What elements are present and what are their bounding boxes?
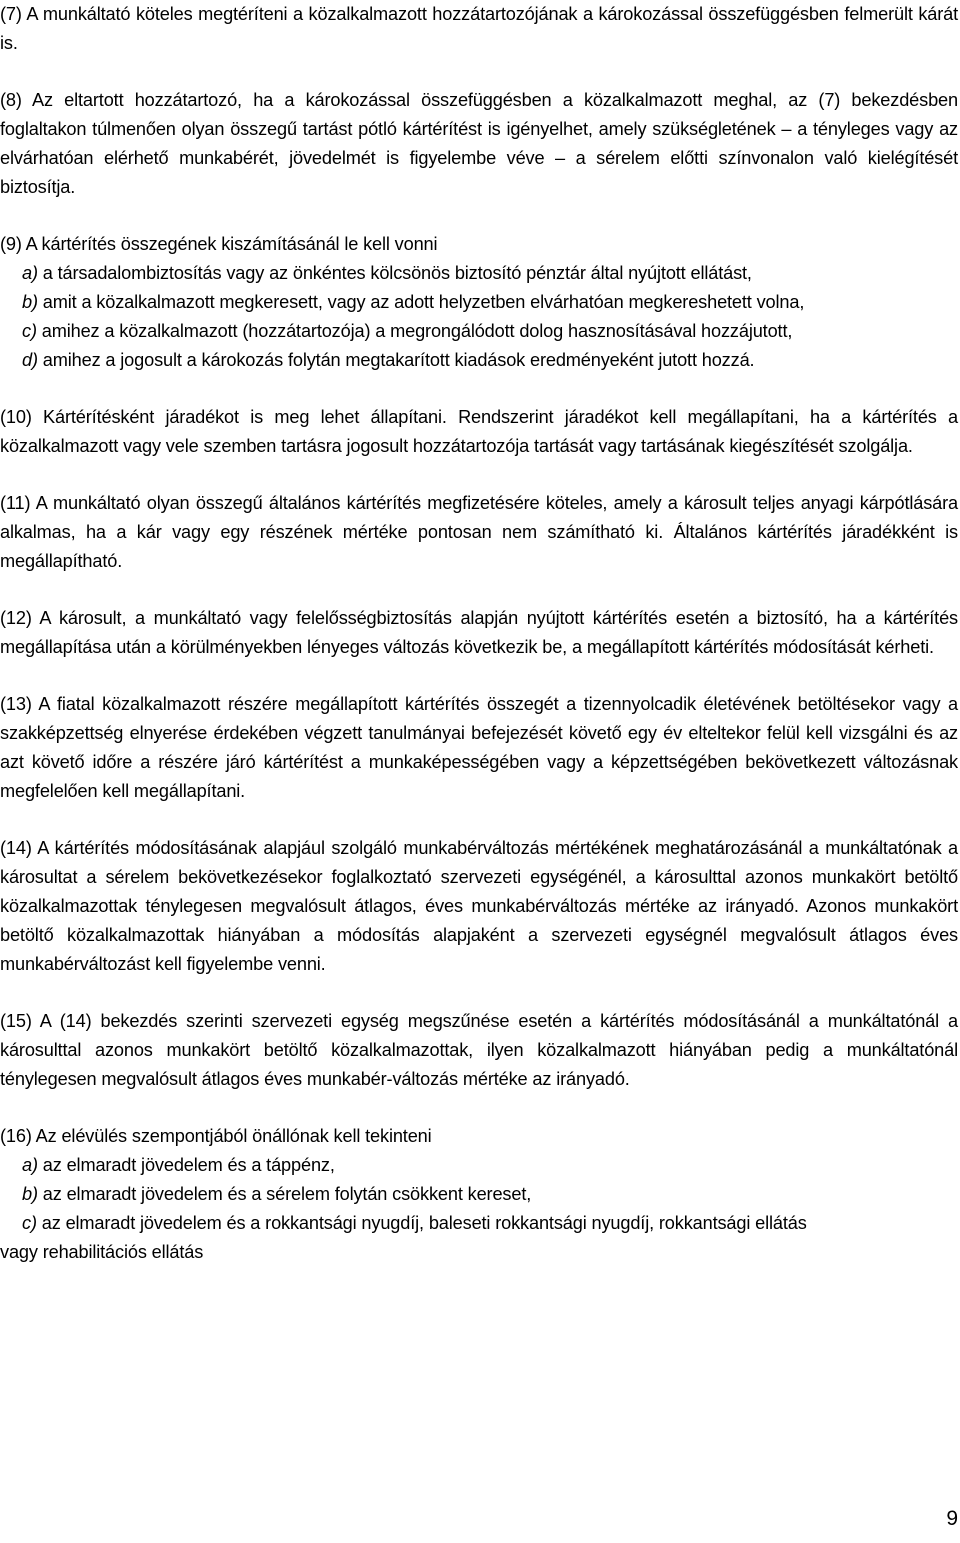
- list-item-letter: a): [22, 263, 38, 283]
- list-item-16c: [0, 1209, 958, 1238]
- list-item-letter: b): [22, 1184, 38, 1204]
- list-item-letter: b): [22, 292, 38, 312]
- paragraph-11: (11) A munkáltató olyan összegű általános kártérítés megfizetésére köteles, amely a károsult teljes anyagi kárpótlására alkalmas, ha a kár vagy egy részének mértéke pontosan nem számítható ki. Általános kártérítés járadékként is megállapítható.: [0, 493, 958, 571]
- paragraph-gap: [0, 461, 958, 489]
- list-item-9d: [0, 346, 958, 375]
- list-item-text: amit a közalkalmazott megkeresett, vagy az adott helyzetben elvárhatóan megkereshetett volna,: [37, 292, 805, 312]
- list-item-text: az elmaradt jövedelem és a rokkantsági nyugdíj, baleseti rokkantsági nyugdíj, rokkantsági ellátás: [36, 1213, 807, 1233]
- list-item-text: amihez a közalkalmazott (hozzátartozója) a megrongálódott dolog hasznosításával hozzájutott,: [36, 321, 793, 341]
- paragraph-gap: [0, 806, 958, 834]
- list-item-16a: [0, 1151, 958, 1180]
- list-item-16b: [0, 1180, 958, 1209]
- paragraph-7: (7) A munkáltató köteles megtéríteni a közalkalmazott hozzátartozójának a károkozással összefüggésben felmerült kárát is.: [0, 4, 958, 53]
- paragraph-13: (13) A fiatal közalkalmazott részére megállapított kártérítés összegét a tizennyolcadik életévének betöltésekor vagy a szakképzettség elnyerése érdekében végzett tanulmányai befejezését követő egy év elteltekor felül kell vizsgálni és az azt követő időre a részére járó kártérítést a munkaképességében vagy a képzettségében bekövetkezett változásnak megfelelően kell megállapítani.: [0, 694, 958, 801]
- list-item-text: a társadalombiztosítás vagy az önkéntes kölcsönös biztosító pénztár által nyújtott ellátást,: [37, 263, 752, 283]
- paragraph-gap: [0, 58, 958, 86]
- paragraph-gap: [0, 576, 958, 604]
- list-item-text: amihez a jogosult a károkozás folytán megtakarított kiadások eredményeként jutott hozzá.: [37, 350, 755, 370]
- paragraph-gap: [0, 375, 958, 403]
- list-item-letter: d): [22, 350, 38, 370]
- list-item-16c-continuation: vagy rehabilitációs ellátás: [0, 1242, 204, 1262]
- paragraph-14: (14) A kártérítés módosításának alapjául szolgáló munkabérváltozás mértékének meghatározásánál a munkáltatónak a károsultat a sérelem bekövetkezésekor foglalkoztató szervezeti egységénél, a károsulttal azonos munkakört betöltő közalkalmazottak ténylegesen megvalósult átlagos, éves munkabérváltozás mértéke az irányadó. Azonos munkakört betöltő közalkalmazottak hiányában a módosítás alapjaként a szervezeti egységnél megvalósult átlagos éves munkabérváltozást kell figyelembe venni.: [0, 838, 958, 974]
- paragraph-gap: [0, 662, 958, 690]
- paragraph-10: (10) Kártérítésként járadékot is meg lehet állapítani. Rendszerint járadékot kell megállapítani, ha a kártérítés a közalkalmazott vagy vele szemben tartásra jogosult hozzátartozója tartását vagy tartásának kiegészítését szolgálja.: [0, 407, 958, 456]
- paragraph-9: [0, 230, 958, 375]
- paragraph-12: (12) A károsult, a munkáltató vagy felelősségbiztosítás alapján nyújtott kártérítés esetén a biztosító, ha a kártérítés megállapítása után a körülményekben lényeges változás következik be, a megállapított kártérítés módosítását kérheti.: [0, 608, 958, 657]
- paragraph-gap: [0, 1094, 958, 1122]
- list-item-letter: c): [22, 321, 37, 341]
- list-item-text: az elmaradt jövedelem és a sérelem folytán csökkent kereset,: [37, 1184, 532, 1204]
- page-number: 9: [946, 1507, 958, 1530]
- paragraph-gap: [0, 979, 958, 1007]
- paragraph-16-intro: (16) Az elévülés szempontjából önállónak kell tekinteni: [0, 1126, 432, 1146]
- paragraph-15: (15) A (14) bekezdés szerinti szervezeti egység megszűnése esetén a kártérítés módosításánál a munkáltatónál a károsulttal azonos munkakört betöltő közalkalmazottak, ilyen közalkalmazott hiányában pedig a munkáltatónál ténylegesen megvalósult átlagos éves munkabér-változás mértéke az irányadó.: [0, 1011, 958, 1089]
- paragraph-16: [0, 1122, 958, 1267]
- list-item-letter: a): [22, 1155, 38, 1175]
- paragraph-9-intro: (9) A kártérítés összegének kiszámításánál le kell vonni: [0, 234, 438, 254]
- list-item-text: az elmaradt jövedelem és a táppénz,: [37, 1155, 335, 1175]
- list-item-9b: [0, 288, 958, 317]
- paragraph-8: (8) Az eltartott hozzátartozó, ha a károkozással összefüggésben a közalkalmazott meghal, az (7) bekezdésben foglaltakon túlmenően olyan összegű tartást pótló kártérítést is igényelhet, amely szükségletének – a tényleges vagy az elvárhatóan elérhető munkabérét, jövedelmét is figyelembe véve – a sérelem előtti színvonalon való kielégítését biztosítja.: [0, 90, 958, 197]
- list-item-9a: [0, 259, 958, 288]
- list-item-letter: c): [22, 1213, 37, 1233]
- paragraph-gap: [0, 202, 958, 230]
- list-item-9c: [0, 317, 958, 346]
